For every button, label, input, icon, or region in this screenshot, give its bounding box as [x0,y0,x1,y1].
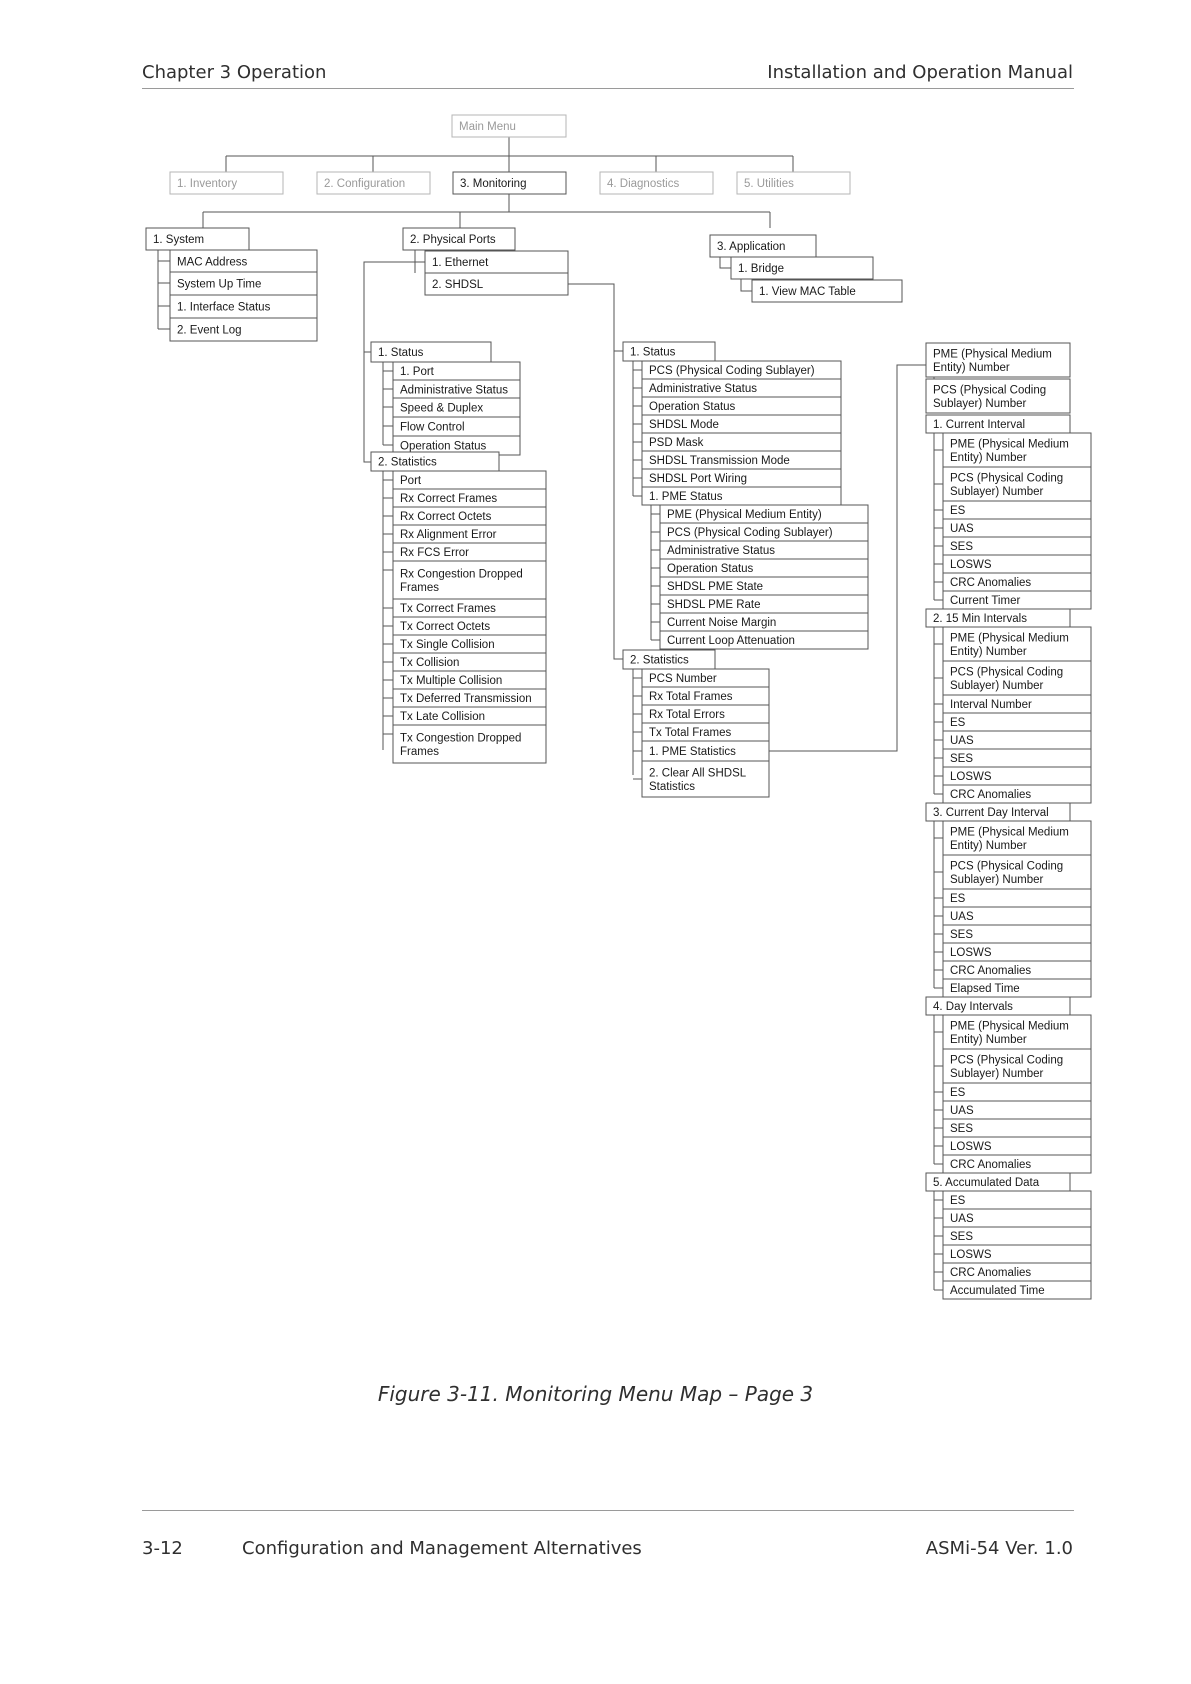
menu-item-administrative-status-label: Administrative Status [667,545,776,557]
menu-item-3-application-label: 3. Application [717,241,786,253]
footer-section: Configuration and Management Alternatives [242,1538,642,1559]
menu-item-operation-status-label: Operation Status [649,401,736,413]
menu-item-1-pme-statistics-label: 1. PME Statistics [649,746,736,758]
menu-item-tx-congestion-dropped-label: Tx Congestion Dropped [400,732,522,745]
menu-item-2-clear-all-shdsl-label: Statistics [649,780,696,793]
menu-item-shdsl-mode-label: SHDSL Mode [649,419,719,431]
menu-item-pcs-physical-coding-sublayer-label: PCS (Physical Coding Sublayer) [667,527,833,539]
menu-item-operation-status-label: Operation Status [667,563,754,575]
menu-item-1-status-label: 1. Status [630,346,676,359]
menu-item-administrative-status-label: Administrative Status [649,383,758,395]
menu-item-pme-physical-medium-label: Entity) Number [950,451,1027,464]
menu-item-es-label: ES [950,717,966,729]
menu-item-1-view-mac-table-label: 1. View MAC Table [759,286,856,298]
figure-caption: Figure 3-11. Monitoring Menu Map – Page 3 [377,1382,814,1406]
menu-item-shdsl-pme-rate-label: SHDSL PME Rate [667,599,761,611]
menu-item-1-interface-status-label: 1. Interface Status [177,301,271,314]
menu-item-es-label: ES [950,1195,966,1207]
menu-item-shdsl-port-wiring-label: SHDSL Port Wiring [649,473,747,485]
menu-item-pme-physical-medium-label: Entity) Number [950,645,1027,658]
menu-item-2-statistics-label: 2. Statistics [630,654,689,667]
menu-item-uas-label: UAS [950,1213,974,1225]
menu-item-es-label: ES [950,893,966,905]
footer-product: ASMi-54 Ver. 1.0 [925,1538,1073,1559]
menu-item-pme-physical-medium-label: Entity) Number [933,361,1010,374]
menu-item-tx-total-frames-label: Tx Total Frames [649,727,732,739]
menu-item-current-noise-margin-label: Current Noise Margin [667,617,777,629]
menu-item-crc-anomalies-label: CRC Anomalies [950,1267,1032,1279]
menu-item-rx-correct-frames-label: Rx Correct Frames [400,493,498,505]
menu-item-2-15-min-intervals-label: 2. 15 Min Intervals [933,613,1027,625]
menu-item-tx-congestion-dropped-label: Frames [400,745,439,758]
menu-item-uas-label: UAS [950,911,974,923]
menu-item-pme-physical-medium-entity-label: PME (Physical Medium Entity) [667,509,822,521]
menu-item-pme-physical-medium-label: PME (Physical Medium [950,438,1069,451]
menu-item-losws-label: LOSWS [950,559,992,571]
menu-item-crc-anomalies-label: CRC Anomalies [950,965,1032,977]
menu-item-tx-multiple-collision-label: Tx Multiple Collision [400,675,503,687]
menu-item-rx-fcs-error-label: Rx FCS Error [400,547,469,559]
menu-item-losws-label: LOSWS [950,1249,992,1261]
menu-item-shdsl-pme-state-label: SHDSL PME State [667,581,764,593]
menu-item-rx-total-frames-label: Rx Total Frames [649,691,733,703]
menu-item-ses-label: SES [950,1123,974,1135]
menu-item-1-port-label: 1. Port [400,366,434,378]
menu-item-tx-collision-label: Tx Collision [400,657,460,669]
menu-item-2-event-log-label: 2. Event Log [177,324,242,337]
menu-item-pcs-physical-coding-label: PCS (Physical Coding [950,1054,1064,1067]
menu-item-1-system-label: 1. System [153,234,205,246]
menu-item-pcs-physical-coding-label: Sublayer) Number [950,679,1044,692]
menu-item-pme-physical-medium-label: PME (Physical Medium [933,348,1052,361]
menu-item-1-ethernet-label: 1. Ethernet [432,257,489,269]
menu-item-pcs-physical-coding-label: Sublayer) Number [950,873,1044,886]
menu-item-pme-physical-medium-label: Entity) Number [950,1033,1027,1046]
menu-item-losws-label: LOSWS [950,1141,992,1153]
menu-item-rx-alignment-error-label: Rx Alignment Error [400,529,497,541]
menu-item-pcs-physical-coding-label: PCS (Physical Coding [950,472,1064,485]
menu-item-2-shdsl-label: 2. SHDSL [432,279,484,291]
menu-item-losws-label: LOSWS [950,771,992,783]
menu-item-pme-physical-medium-label: PME (Physical Medium [950,1020,1069,1033]
footer-page-number: 3-12 [142,1538,183,1559]
menu-item-4-diagnostics-label: 4. Diagnostics [607,178,680,190]
chapter-title: Chapter 3 Operation [142,62,327,83]
menu-item-pcs-physical-coding-label: PCS (Physical Coding [933,384,1047,397]
menu-item-administrative-status-label: Administrative Status [400,384,509,397]
menu-item-1-current-interval-label: 1. Current Interval [933,419,1026,431]
menu-item-speed-duplex-label: Speed & Duplex [400,402,484,415]
menu-item-pme-physical-medium-label: PME (Physical Medium [950,826,1069,839]
menu-item-current-timer-label: Current Timer [950,595,1021,607]
menu-item-1-bridge-label: 1. Bridge [738,263,785,275]
menu-item-main-menu-label: Main Menu [459,121,516,133]
menu-item-pcs-physical-coding-label: Sublayer) Number [933,397,1027,410]
menu-item-crc-anomalies-label: CRC Anomalies [950,789,1032,801]
menu-item-tx-single-collision-label: Tx Single Collision [400,639,495,651]
menu-item-es-label: ES [950,505,966,517]
menu-item-uas-label: UAS [950,735,974,747]
menu-item-pcs-physical-coding-sublayer-label: PCS (Physical Coding Sublayer) [649,365,815,377]
menu-item-losws-label: LOSWS [950,947,992,959]
footer-rule [142,1510,1074,1511]
menu-item-pme-physical-medium-label: PME (Physical Medium [950,632,1069,645]
menu-item-4-day-intervals-label: 4. Day Intervals [933,1001,1013,1013]
menu-item-mac-address-label: MAC Address [177,256,248,269]
menu-item-uas-label: UAS [950,1105,974,1117]
menu-item-pme-physical-medium-label: Entity) Number [950,839,1027,852]
menu-item-operation-status-label: Operation Status [400,440,487,453]
menu-item-rx-congestion-dropped-label: Rx Congestion Dropped [400,568,523,581]
menu-item-current-loop-attenuation-label: Current Loop Attenuation [667,635,795,647]
menu-item-rx-congestion-dropped-label: Frames [400,581,439,594]
menu-item-1-inventory-label: 1. Inventory [177,178,238,190]
menu-item-pcs-physical-coding-label: PCS (Physical Coding [950,860,1064,873]
menu-item-crc-anomalies-label: CRC Anomalies [950,577,1032,589]
manual-title: Installation and Operation Manual [767,62,1073,83]
menu-item-psd-mask-label: PSD Mask [649,437,704,449]
menu-item-2-physical-ports-label: 2. Physical Ports [410,234,496,246]
menu-item-2-statistics-label: 2. Statistics [378,456,437,469]
menu-item-interval-number-label: Interval Number [950,699,1032,711]
menu-item-system-up-time-label: System Up Time [177,278,262,291]
menu-item-3-monitoring-label: 3. Monitoring [460,178,527,190]
menu-item-1-status-label: 1. Status [378,347,424,359]
connector-line [741,279,752,291]
menu-item-tx-correct-octets-label: Tx Correct Octets [400,621,491,633]
connector-line [568,284,623,659]
menu-item-pcs-physical-coding-label: PCS (Physical Coding [950,666,1064,679]
menu-item-2-configuration-label: 2. Configuration [324,178,406,190]
menu-item-pcs-physical-coding-label: Sublayer) Number [950,1067,1044,1080]
menu-item-crc-anomalies-label: CRC Anomalies [950,1159,1032,1171]
menu-item-pcs-physical-coding-label: Sublayer) Number [950,485,1044,498]
menu-item-uas-label: UAS [950,523,974,535]
menu-item-5-accumulated-data-label: 5. Accumulated Data [933,1177,1040,1189]
menu-item-tx-late-collision-label: Tx Late Collision [400,711,486,723]
menu-item-ses-label: SES [950,541,974,553]
menu-item-elapsed-time-label: Elapsed Time [950,983,1020,995]
menu-item-rx-correct-octets-label: Rx Correct Octets [400,511,492,523]
menu-item-flow-control-label: Flow Control [400,421,465,434]
menu-item-rx-total-errors-label: Rx Total Errors [649,709,725,721]
menu-item-shdsl-transmission-mode-label: SHDSL Transmission Mode [649,455,790,467]
connector-line [720,257,731,268]
menu-item-ses-label: SES [950,1231,974,1243]
menu-item-port-label: Port [400,475,422,487]
menu-item-3-current-day-interval-label: 3. Current Day Interval [933,807,1049,819]
menu-item-es-label: ES [950,1087,966,1099]
menu-item-ses-label: SES [950,929,974,941]
menu-item-1-pme-status-label: 1. PME Status [649,491,723,503]
menu-item-5-utilities-label: 5. Utilities [744,178,794,190]
menu-item-tx-deferred-transmission-label: Tx Deferred Transmission [400,693,532,705]
menu-item-2-clear-all-shdsl-label: 2. Clear All SHDSL [649,767,747,780]
menu-item-tx-correct-frames-label: Tx Correct Frames [400,603,496,615]
menu-item-accumulated-time-label: Accumulated Time [950,1285,1045,1297]
menu-item-ses-label: SES [950,753,974,765]
menu-item-pcs-number-label: PCS Number [649,673,717,685]
